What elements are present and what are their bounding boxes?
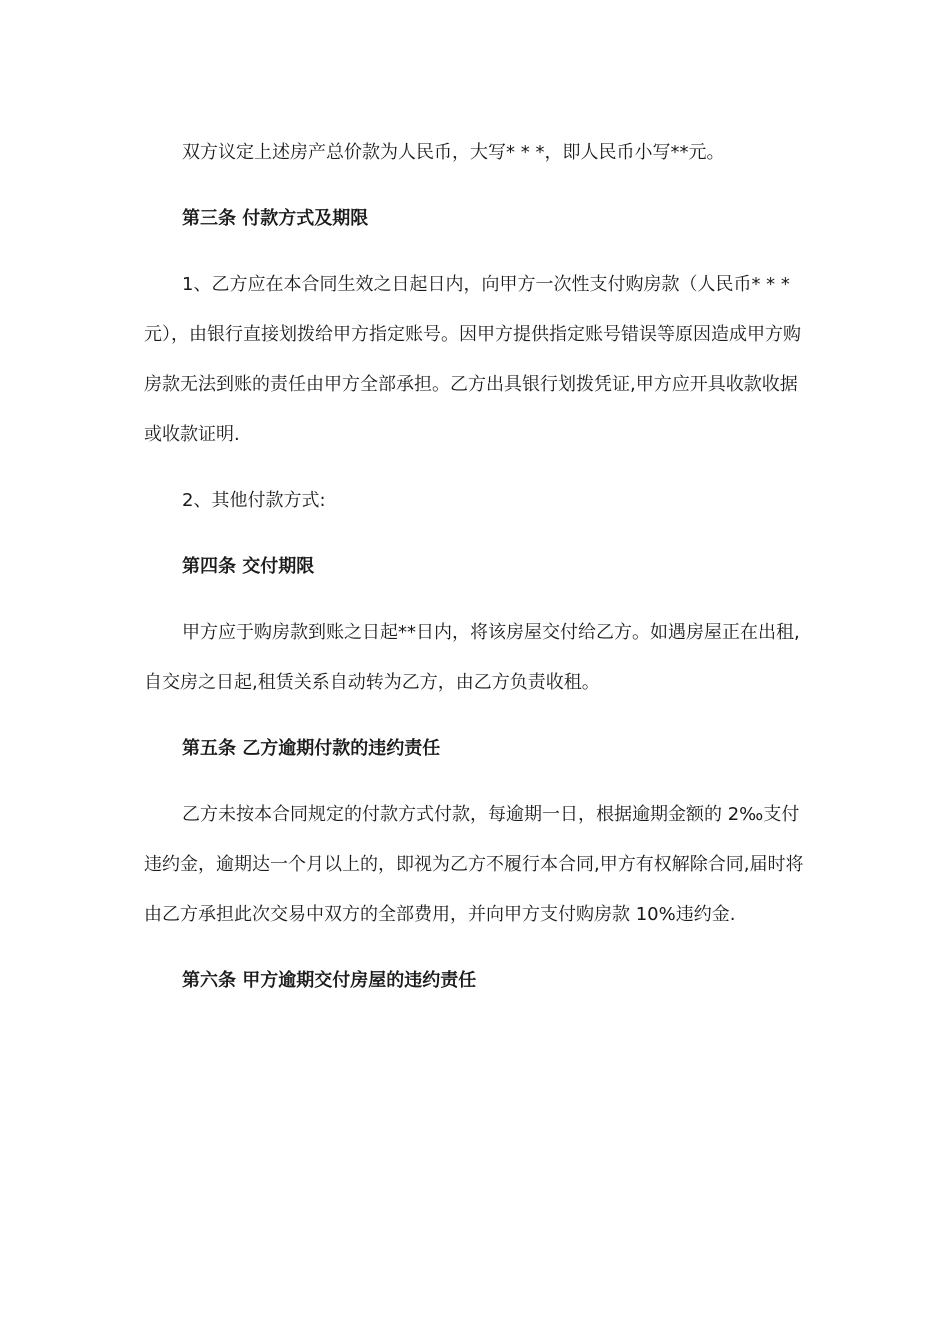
heading-article-5: 第五条 乙方逾期付款的违约责任 xyxy=(182,738,441,759)
heading-article-6: 第六条 甲方逾期交付房屋的违约责任 xyxy=(182,970,477,991)
document-body xyxy=(144,128,804,1006)
paragraph-payment-2: 2、其他付款方式: xyxy=(182,490,326,511)
paragraph-delivery: 甲方应于购房款到账之日起**日内，将该房屋交付给乙方。如遇房屋正在出租,自交房之日起,租赁关系自动转为乙方，由乙方负责收租。 xyxy=(144,622,800,693)
paragraph-payment-1: 1、乙方应在本合同生效之日起日内，向甲方一次性支付购房款（人民币* * * 元），由银行直接划拨给甲方指定账号。因甲方提供指定账号错误等原因造成甲方购房款无法到账的责任由甲方全部承担。乙方出具银行划拨凭证,甲方应开具收款收据或收款证明. xyxy=(144,274,801,445)
heading-article-4: 第四条 交付期限 xyxy=(182,556,315,577)
heading-article-3: 第三条 付款方式及期限 xyxy=(182,208,369,229)
paragraph-late-payment: 乙方未按本合同规定的付款方式付款，每逾期一日，根据逾期金额的 2‰支付违约金，逾期达一个月以上的，即视为乙方不履行本合同,甲方有权解除合同,届时将由乙方承担此次交易中双方的全部费用，并向甲方支付购房款 10%违约金. xyxy=(144,804,804,925)
paragraph-total-price: 双方议定上述房产总价款为人民币，大写* * *，即人民币小写**元。 xyxy=(182,142,725,163)
